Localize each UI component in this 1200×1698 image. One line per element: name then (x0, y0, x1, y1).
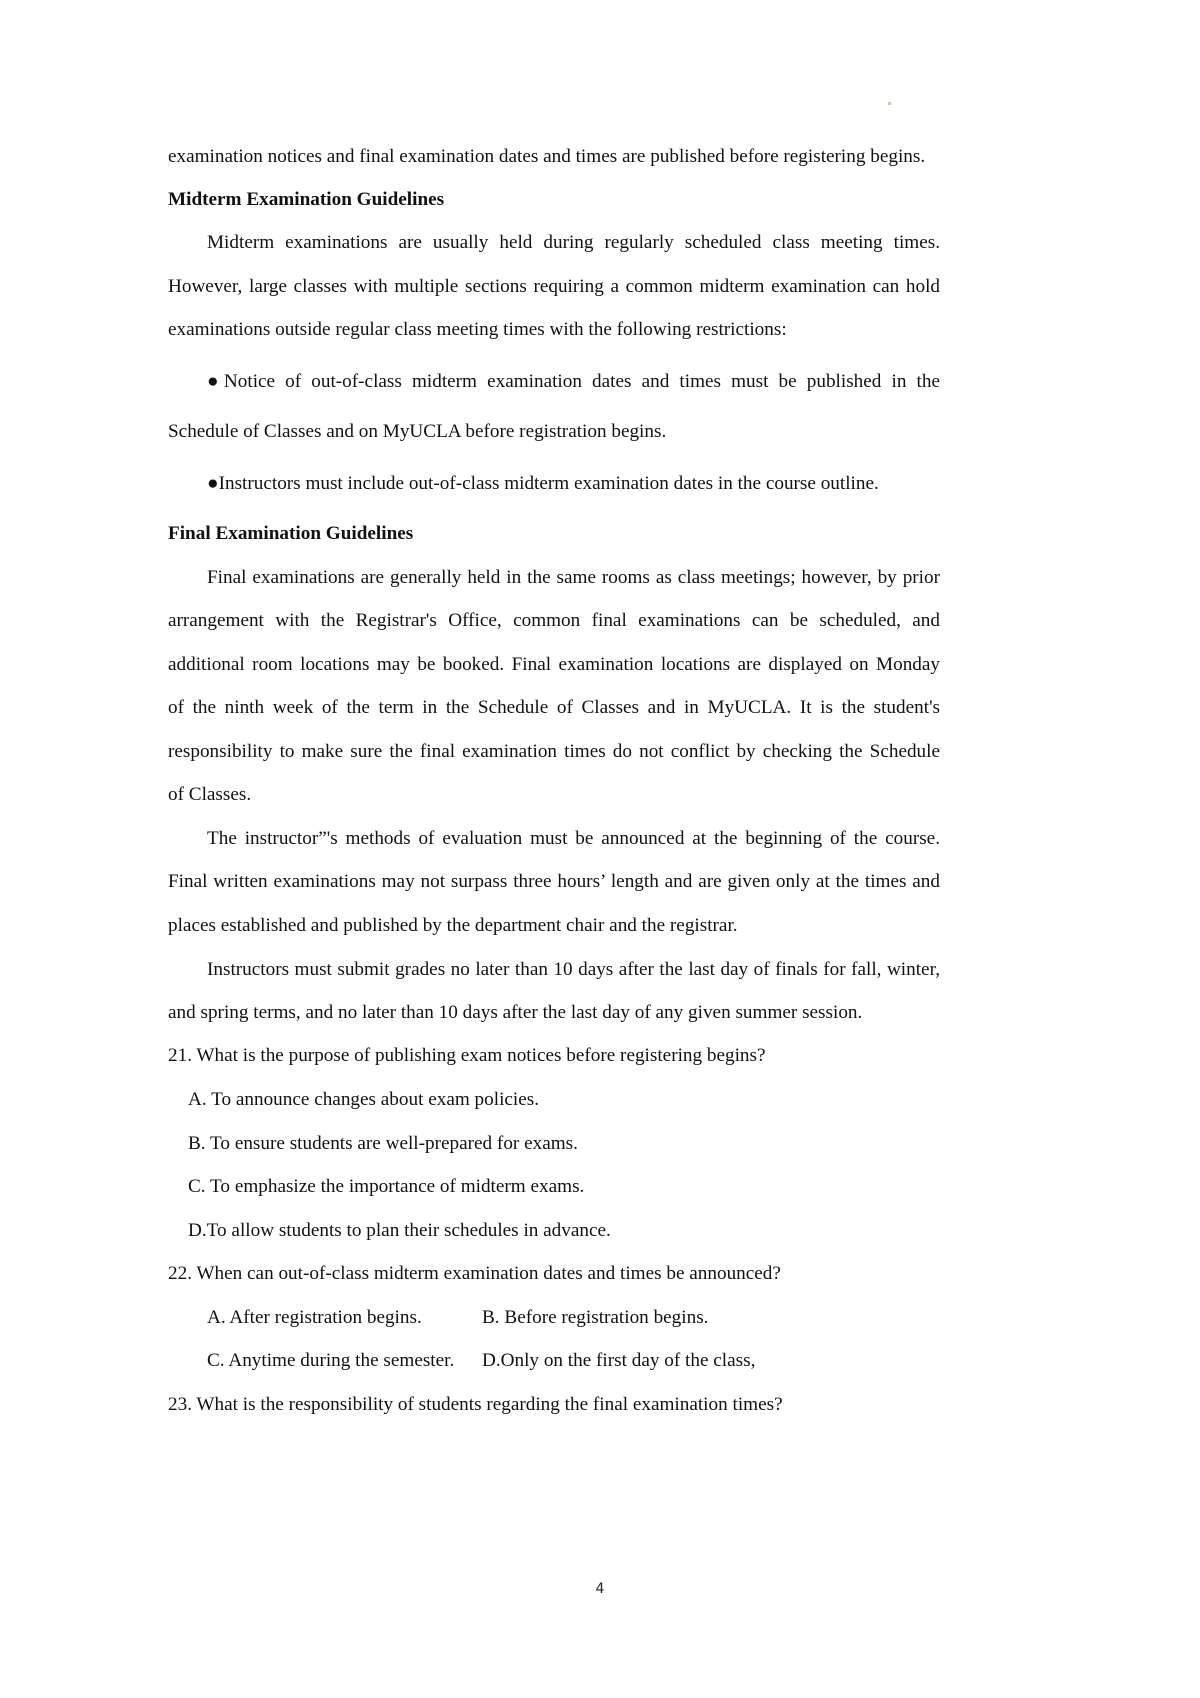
paragraph-continuation: examination notices and final examination dates and times are published before registering begins. (168, 146, 926, 167)
question-21-option-a: A. To announce changes about exam policies. (188, 1089, 540, 1110)
final-paragraph-line-5: responsibility to make sure the final examination times do not conflict by checking the Schedule (168, 741, 940, 762)
question-22-option-c: C. Anytime during the semester. (207, 1350, 455, 1371)
question-22-options-row-1 (207, 1306, 940, 1330)
bullet-item-1-line-2: Schedule of Classes and on MyUCLA before registration begins. (168, 421, 667, 442)
final-paragraph-line-2: arrangement with the Registrar's Office, common final examinations can be scheduled, and (168, 610, 940, 631)
evaluation-paragraph-line-2: Final written examinations may not surpass three hours’ length and are given only at the times and (168, 871, 940, 892)
final-paragraph-line-4: of the ninth week of the term in the Schedule of Classes and in MyUCLA. It is the student's (168, 697, 940, 718)
question-23-stem: 23. What is the responsibility of students regarding the final examination times? (168, 1394, 783, 1415)
final-paragraph-line-3: additional room locations may be booked. Final examination locations are displayed on Monday (168, 654, 940, 675)
grades-paragraph-line-2: and spring terms, and no later than 10 days after the last day of any given summer session. (168, 1002, 863, 1023)
section-heading-midterm: Midterm Examination Guidelines (168, 189, 445, 210)
evaluation-paragraph-line-1: The instructor”'s methods of evaluation must be announced at the beginning of the course. (207, 828, 940, 849)
midterm-paragraph-line-3: examinations outside regular class meeting times with the following restrictions: (168, 319, 787, 340)
evaluation-paragraph-line-3: places established and published by the department chair and the registrar. (168, 915, 738, 936)
scan-artifact-dot (888, 102, 891, 105)
midterm-paragraph-line-1: Midterm examinations are usually held during regularly scheduled class meeting times. (207, 232, 940, 253)
section-heading-final: Final Examination Guidelines (168, 523, 414, 544)
question-22-option-b: B. Before registration begins. (482, 1307, 709, 1328)
page-number: 4 (595, 1581, 605, 1597)
bullet-item-2: ●Instructors must include out-of-class midterm examination dates in the course outline. (207, 473, 879, 494)
question-22-options-row-2 (207, 1349, 940, 1373)
final-paragraph-line-1: Final examinations are generally held in the same rooms as class meetings; however, by prior (207, 567, 940, 588)
question-21-option-d: D.To allow students to plan their schedules in advance. (188, 1220, 611, 1241)
final-paragraph-line-6: of Classes. (168, 784, 252, 805)
question-22-stem: 22. When can out-of-class midterm examination dates and times be announced? (168, 1263, 781, 1284)
question-21-option-b: B. To ensure students are well-prepared for exams. (188, 1133, 578, 1154)
bullet-item-1-line-1: ●Notice of out-of-class midterm examination dates and times must be published in the (207, 371, 940, 392)
question-22-option-a: A. After registration begins. (207, 1307, 422, 1328)
question-21-option-c: C. To emphasize the importance of midterm exams. (188, 1176, 585, 1197)
grades-paragraph-line-1: Instructors must submit grades no later than 10 days after the last day of finals for fall, winter, (207, 959, 940, 980)
question-22-option-d: D.Only on the first day of the class, (482, 1350, 756, 1371)
midterm-paragraph-line-2: However, large classes with multiple sections requiring a common midterm examination can hold (168, 276, 940, 297)
question-21-stem: 21. What is the purpose of publishing exam notices before registering begins? (168, 1045, 766, 1066)
